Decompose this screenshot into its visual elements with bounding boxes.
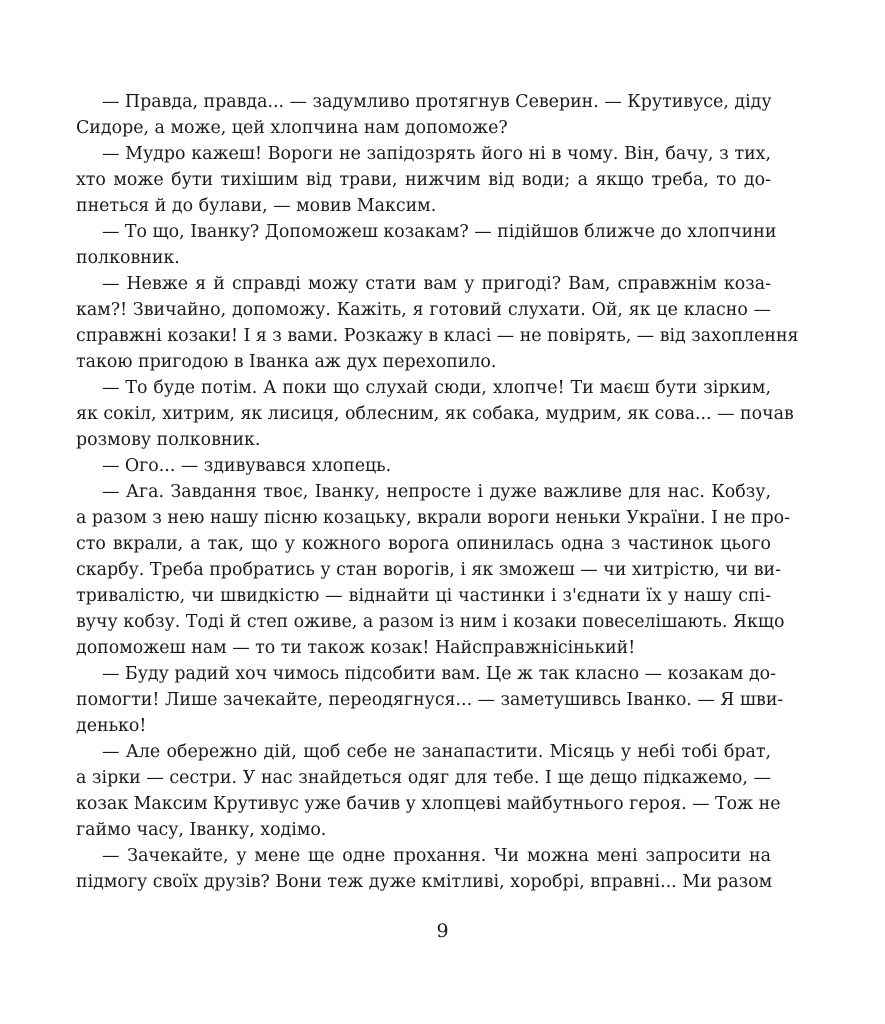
text-line: розмову полковник.: [76, 430, 261, 450]
body-text: [76, 89, 799, 895]
text-line: — Ого... — здивувався хлопець.: [102, 456, 392, 476]
text-line: вучу кобзу. Тоді й степ оживе, а разом із ним і козаки повеселішають. Якщо: [76, 612, 785, 632]
text-line: такою пригодою в Іванка аж дух перехопило.: [76, 352, 497, 372]
text-line: козак Максим Крутивус уже бачив у хлопцеві майбутнього героя. — Тож не: [76, 794, 781, 814]
text-line: — Мудро кажеш! Вороги не запідозрять його ні в чому. Він, бачу, з тих,: [102, 144, 771, 164]
text-line: гаймо часу, Іванку, ходімо.: [76, 820, 327, 840]
text-line: а зірки — сестри. У нас знайдеться одяг для тебе. І ще дещо підкажемо, —: [76, 768, 771, 788]
text-line: тривалістю, чи швидкістю — віднайти ці частинки і з'єднати їх у нашу спі-: [76, 586, 771, 606]
text-line: справжні козаки! І я з вами. Розкажу в класі — не повірять, — від захоплення: [76, 326, 799, 346]
page-number: 9: [436, 920, 449, 942]
text-line: — Але обережно дій, щоб себе не занапастити. Місяць у небі тобі брат,: [102, 742, 771, 762]
text-line: — Невже я й справді можу стати вам у пригоді? Вам, справжнім коза-: [102, 274, 771, 294]
text-line: денько!: [76, 716, 147, 736]
text-line: сто вкрали, а так, що у кожного ворога опинилась одна з частинок цього: [76, 534, 771, 554]
text-line: — То що, Іванку? Допоможеш козакам? — підійшов ближче до хлопчини: [102, 222, 777, 242]
text-line: пнеться й до булави, — мовив Максим.: [76, 196, 437, 216]
text-line: а разом з нею нашу пісню козацьку, вкрали вороги неньки України. І не про-: [76, 508, 790, 528]
text-line: підмогу своїх друзів? Вони теж дуже кмітливі, хоробрі, вправні... Ми разом: [76, 872, 773, 892]
text-line: полковник.: [76, 248, 180, 268]
text-line: кам?! Звичайно, допоможу. Кажіть, я готовий слухати. Ой, як це класно —: [76, 300, 771, 320]
text-line: як сокіл, хитрим, як лисиця, облесним, як собака, мудрим, як сова... — почав: [76, 404, 794, 424]
text-line: Сидоре, а може, цей хлопчина нам допоможе?: [76, 118, 508, 138]
text-line: помогти! Лише зачекайте, переодягнуся... — заметушивсь Іванко. — Я шви-: [76, 690, 784, 710]
text-line: — Правда, правда... — задумливо протягнув Северин. — Крутивусе, діду: [102, 92, 772, 112]
text-line: допоможеш нам — то ти також козак! Найсправжнісінький!: [76, 638, 636, 658]
text-line: хто може бути тихішим від трави, нижчим від води; а якщо треба, то до-: [76, 170, 771, 190]
text-line: — Буду радий хоч чимось підсобити вам. Це ж так класно — козакам до-: [102, 664, 777, 684]
text-line: — Зачекайте, у мене ще одне прохання. Чи можна мені запросити на: [102, 846, 771, 866]
text-line: скарбу. Треба пробратись у стан ворогів, і як зможеш — чи хитрістю, чи ви-: [76, 560, 781, 580]
text-line: — Ага. Завдання твоє, Іванку, непросте і дуже важливе для нас. Кобзу,: [102, 482, 771, 502]
text-line: — То буде потім. А поки що слухай сюди, хлопче! Ти маєш бути зірким,: [102, 378, 771, 398]
